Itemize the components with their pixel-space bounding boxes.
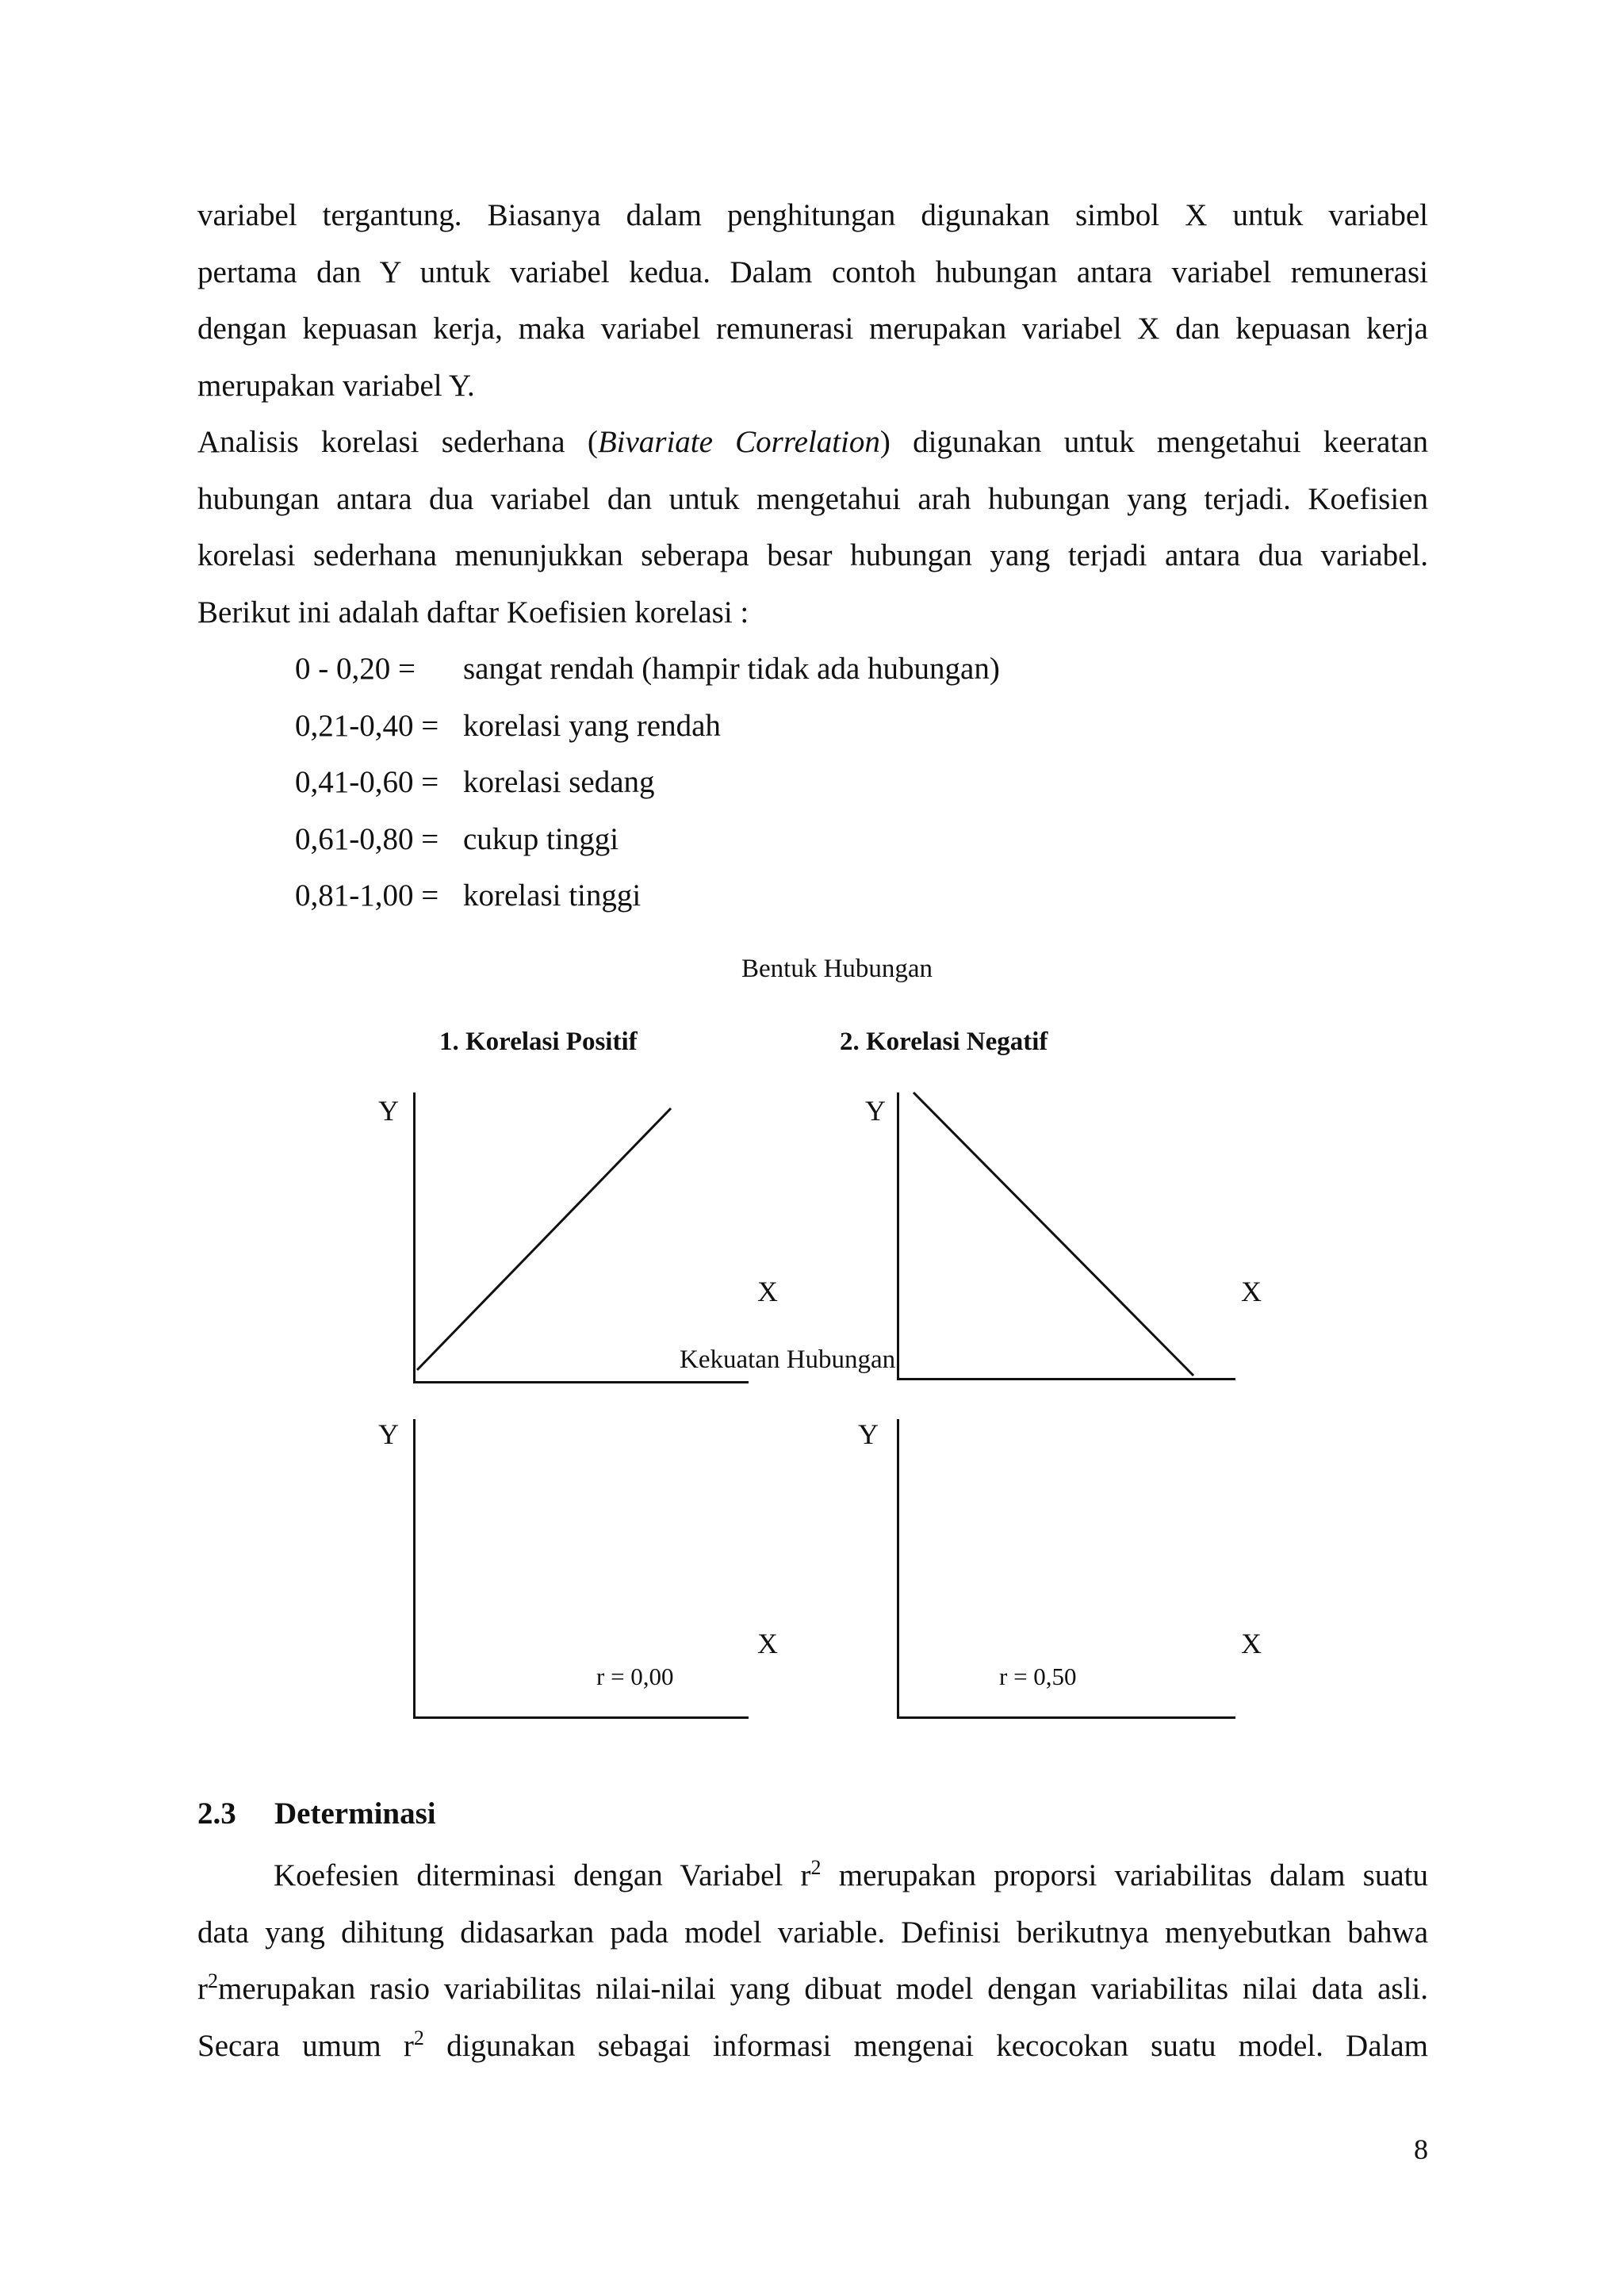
text-run: digunakan sebagai informasi mengenai kecocokan suatu model. Dalam: [423, 2028, 1429, 2063]
coefficient-meaning: sangat rendah (hampir tidak ada hubungan): [463, 652, 1000, 686]
paragraph-line: hubungan antara dua variabel dan untuk mengetahui arah hubungan yang terjadi. Koefisien: [197, 481, 1428, 516]
section-heading: [197, 1796, 436, 1831]
x-axis-label: X: [1241, 1628, 1262, 1659]
paragraph-line: Berikut ini adalah daftar Koefisien korelasi :: [197, 595, 749, 629]
r-value-label: r = 0,50: [999, 1663, 1077, 1690]
text-run: Koefesien diterminasi dengan Variabel r: [274, 1858, 811, 1892]
paragraph-line: pertama dan Y untuk variabel kedua. Dalam contoh hubungan antara variabel remunerasi: [197, 254, 1428, 289]
coefficient-meaning: korelasi yang rendah: [463, 708, 721, 743]
paragraph-line: data yang dihitung didasarkan pada model variable. Definisi berikutnya menyebutkan bahwa: [197, 1915, 1428, 1950]
paragraph-2: [197, 414, 1428, 641]
correlation-lines: [349, 936, 1300, 1744]
negative-correlation-label: 2. Korelasi Negatif: [840, 1027, 1048, 1056]
r-value-label: r = 0,00: [596, 1663, 674, 1690]
positive-trend-line: [417, 1108, 671, 1370]
paragraph-line: [197, 1847, 1428, 1904]
text-run: merupakan proporsi variabilitas dalam suatu: [821, 1858, 1428, 1892]
superscript: 2: [413, 2026, 424, 2049]
y-axis-label: Y: [858, 1418, 879, 1450]
y-axis-label: Y: [378, 1095, 399, 1127]
paragraph-line: variabel tergantung. Biasanya dalam penghitungan digunakan simbol X untuk variabel: [197, 198, 1428, 232]
page-number: 8: [1414, 2133, 1428, 2165]
text-run: Secara umum r: [197, 2028, 414, 2063]
text-run: merupakan rasio variabilitas nilai-nilai yang dibuat model dengan variabilitas nilai data asli.: [218, 1972, 1428, 2006]
x-axis-label: X: [757, 1276, 778, 1307]
paragraph-line: [197, 1961, 1428, 2018]
italic-term: Bivariate Correlation: [597, 425, 880, 459]
paragraph-3: [197, 1847, 1428, 2074]
coefficient-range: 0,21-0,40 =: [295, 708, 439, 743]
correlation-figure: [349, 936, 1300, 1744]
coefficient-meaning: korelasi sedang: [463, 765, 655, 799]
x-axis-label: X: [1241, 1276, 1262, 1307]
list-item: [197, 867, 1428, 924]
paragraph-line: korelasi sederhana menunjukkan seberapa besar hubungan yang terjadi antara dua variabel.: [197, 538, 1428, 572]
coefficient-meaning: cukup tinggi: [463, 821, 619, 856]
paragraph-1: [197, 187, 1428, 414]
positive-correlation-label: 1. Korelasi Positif: [439, 1027, 638, 1056]
coefficient-range: 0 - 0,20 =: [295, 652, 416, 686]
list-item: [197, 754, 1428, 811]
list-item: [197, 641, 1428, 698]
coefficient-range: 0,41-0,60 =: [295, 765, 439, 799]
strength-title: Kekuatan Hubungan: [680, 1345, 896, 1374]
negative-trend-line: [914, 1093, 1193, 1376]
section-title: Determinasi: [274, 1797, 436, 1831]
section-number: 2.3: [197, 1797, 236, 1831]
paragraph-line: [197, 414, 1428, 471]
y-axis-label: Y: [865, 1095, 886, 1127]
text-run: r: [197, 1972, 208, 2006]
y-axis-label: Y: [378, 1418, 399, 1450]
list-item: [197, 811, 1428, 868]
coefficient-list: [197, 641, 1428, 924]
text-run: ) digunakan untuk mengetahui keeratan: [879, 425, 1428, 459]
list-item: [197, 698, 1428, 755]
paragraph-line: merupakan variabel Y.: [197, 368, 475, 403]
coefficient-meaning: korelasi tinggi: [463, 878, 642, 913]
x-axis-label: X: [757, 1628, 778, 1659]
figure-title: Bentuk Hubungan: [741, 955, 933, 983]
coefficient-range: 0,61-0,80 =: [295, 821, 439, 856]
coefficient-range: 0,81-1,00 =: [295, 878, 439, 913]
text-run: Analisis korelasi sederhana (: [197, 425, 598, 459]
paragraph-line: [197, 2018, 1428, 2075]
superscript: 2: [208, 1969, 218, 1992]
superscript: 2: [810, 1856, 822, 1879]
paragraph-line: dengan kepuasan kerja, maka variabel remunerasi merupakan variabel X dan kepuasan kerja: [197, 312, 1428, 346]
